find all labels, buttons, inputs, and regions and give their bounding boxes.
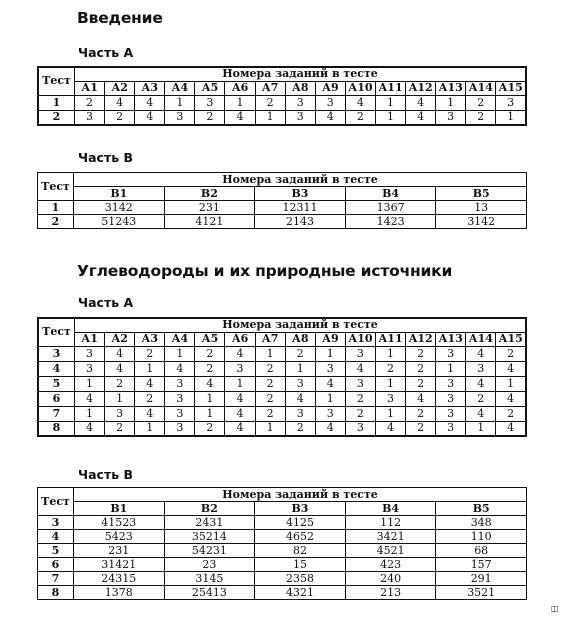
task-column-header: А12 bbox=[406, 332, 436, 346]
task-column-header: В1 bbox=[74, 187, 165, 201]
answer-cell: 1 bbox=[225, 95, 255, 110]
task-column-header: А12 bbox=[406, 81, 436, 95]
task-column-header: В2 bbox=[164, 502, 255, 516]
answer-cell: 4 bbox=[496, 391, 526, 406]
task-column-header: А9 bbox=[315, 81, 345, 95]
answer-cell: 2358 bbox=[255, 572, 346, 586]
test-number-cell: 6 bbox=[38, 558, 74, 572]
answer-cell: 4 bbox=[105, 346, 135, 361]
answer-cell: 13 bbox=[436, 201, 527, 215]
answer-cell: 1 bbox=[375, 95, 405, 110]
task-numbers-header: Номера заданий в тесте bbox=[75, 318, 527, 332]
table-row bbox=[38, 421, 526, 436]
answer-cell: 4 bbox=[496, 421, 526, 436]
test-column-header: Тест bbox=[38, 67, 75, 95]
answer-cell: 1 bbox=[195, 406, 225, 421]
answer-cell: 3 bbox=[75, 361, 105, 376]
task-column-header: В5 bbox=[436, 502, 527, 516]
answer-cell: 4 bbox=[105, 95, 135, 110]
task-column-header: А4 bbox=[165, 332, 195, 346]
test-column-header: Тест bbox=[38, 488, 74, 516]
answer-cell: 3 bbox=[496, 95, 526, 110]
task-column-header: А7 bbox=[255, 81, 285, 95]
answer-cell: 1 bbox=[496, 110, 526, 125]
answer-cell: 3 bbox=[165, 376, 195, 391]
answer-cell: 4 bbox=[315, 376, 345, 391]
page-corner-mark-icon: ◫ bbox=[551, 604, 559, 613]
answer-cell: 213 bbox=[345, 586, 436, 600]
table-row bbox=[38, 572, 527, 586]
answer-cell: 4 bbox=[135, 110, 165, 125]
answer-cell: 41523 bbox=[74, 516, 165, 530]
answer-cell: 2 bbox=[496, 406, 526, 421]
answer-cell: 2 bbox=[255, 95, 285, 110]
answer-cell: 68 bbox=[436, 544, 527, 558]
task-column-header: В2 bbox=[164, 187, 255, 201]
task-column-header: А2 bbox=[105, 81, 135, 95]
answer-cell: 4 bbox=[135, 406, 165, 421]
answer-cell: 3521 bbox=[436, 586, 527, 600]
answer-cell: 2 bbox=[105, 110, 135, 125]
answer-cell: 4 bbox=[225, 406, 255, 421]
answer-cell: 3 bbox=[165, 406, 195, 421]
table-row bbox=[38, 346, 526, 361]
answer-cell: 4 bbox=[285, 391, 315, 406]
test-number-cell: 6 bbox=[38, 391, 75, 406]
answer-cell: 4 bbox=[345, 95, 375, 110]
test-number-cell: 3 bbox=[38, 516, 74, 530]
answer-cell: 5423 bbox=[74, 530, 165, 544]
answer-cell: 4 bbox=[135, 95, 165, 110]
answer-cell: 231 bbox=[74, 544, 165, 558]
task-column-header: А11 bbox=[375, 81, 405, 95]
answer-cell: 4 bbox=[75, 421, 105, 436]
answer-cell: 3 bbox=[285, 406, 315, 421]
answer-cell: 2 bbox=[75, 95, 105, 110]
answer-cell: 4 bbox=[135, 376, 165, 391]
answer-cell: 2 bbox=[345, 391, 375, 406]
task-column-header: А1 bbox=[75, 332, 105, 346]
answer-cell: 4 bbox=[165, 361, 195, 376]
answer-cell: 3145 bbox=[164, 572, 255, 586]
answer-cell: 231 bbox=[164, 201, 255, 215]
task-column-header: А13 bbox=[436, 332, 466, 346]
answer-cell: 2 bbox=[406, 346, 436, 361]
answer-cell: 3 bbox=[315, 361, 345, 376]
answer-cell: 1 bbox=[436, 95, 466, 110]
answer-cell: 1 bbox=[75, 376, 105, 391]
answer-cell: 2 bbox=[406, 376, 436, 391]
task-column-header: В3 bbox=[255, 187, 346, 201]
answer-cell: 2 bbox=[255, 391, 285, 406]
answer-cell: 1 bbox=[315, 391, 345, 406]
task-column-header: А14 bbox=[466, 81, 496, 95]
answer-cell: 4652 bbox=[255, 530, 346, 544]
answer-cell: 4 bbox=[375, 421, 405, 436]
test-number-cell: 7 bbox=[38, 572, 74, 586]
table-row bbox=[38, 406, 526, 421]
answer-cell: 1 bbox=[255, 421, 285, 436]
answer-cell: 1423 bbox=[345, 215, 436, 229]
task-numbers-header: Номера заданий в тесте bbox=[75, 67, 527, 81]
table-row bbox=[38, 530, 527, 544]
task-column-header: А3 bbox=[135, 81, 165, 95]
part-a-label-hydrocarbons: Часть А bbox=[78, 295, 134, 310]
answer-cell: 1 bbox=[255, 110, 285, 125]
test-number-cell: 1 bbox=[38, 95, 75, 110]
answer-cell: 1 bbox=[165, 346, 195, 361]
table-row bbox=[38, 516, 527, 530]
table-row bbox=[38, 586, 527, 600]
task-column-header: А13 bbox=[436, 81, 466, 95]
task-column-header: В4 bbox=[345, 502, 436, 516]
task-column-header: А14 bbox=[466, 332, 496, 346]
task-column-header: А15 bbox=[496, 81, 526, 95]
task-column-header: А1 bbox=[75, 81, 105, 95]
answer-cell: 2 bbox=[345, 406, 375, 421]
task-column-header: А5 bbox=[195, 81, 225, 95]
task-column-header: А8 bbox=[285, 332, 315, 346]
answer-cell: 31421 bbox=[74, 558, 165, 572]
answer-cell: 3 bbox=[315, 406, 345, 421]
answer-cell: 4121 bbox=[164, 215, 255, 229]
answer-cell: 1 bbox=[105, 391, 135, 406]
answer-cell: 3 bbox=[285, 110, 315, 125]
task-column-header: А9 bbox=[315, 332, 345, 346]
table-row bbox=[38, 110, 526, 125]
answer-cell: 4521 bbox=[345, 544, 436, 558]
task-column-header: В5 bbox=[436, 187, 527, 201]
answer-cell: 348 bbox=[436, 516, 527, 530]
task-column-header: А3 bbox=[135, 332, 165, 346]
task-numbers-header: Номера заданий в тесте bbox=[74, 488, 527, 502]
answer-cell: 110 bbox=[436, 530, 527, 544]
task-column-header: А7 bbox=[255, 332, 285, 346]
answer-cell: 2 bbox=[135, 391, 165, 406]
task-column-header: А6 bbox=[225, 81, 255, 95]
answer-cell: 423 bbox=[345, 558, 436, 572]
answer-cell: 1 bbox=[135, 421, 165, 436]
answer-cell: 3 bbox=[436, 421, 466, 436]
answer-cell: 3 bbox=[436, 110, 466, 125]
answer-cell: 2 bbox=[255, 361, 285, 376]
answer-cell: 3 bbox=[345, 421, 375, 436]
answer-cell: 2 bbox=[135, 346, 165, 361]
answer-cell: 3421 bbox=[345, 530, 436, 544]
answer-cell: 4125 bbox=[255, 516, 346, 530]
answer-cell: 12311 bbox=[255, 201, 346, 215]
answer-cell: 3 bbox=[436, 376, 466, 391]
answer-cell: 1 bbox=[375, 346, 405, 361]
answer-cell: 2 bbox=[255, 406, 285, 421]
task-column-header: В1 bbox=[74, 502, 165, 516]
table-row bbox=[38, 361, 526, 376]
answer-cell: 3142 bbox=[436, 215, 527, 229]
answer-cell: 1 bbox=[195, 391, 225, 406]
answer-table-hydrocarbons-part-a bbox=[37, 317, 527, 437]
answer-cell: 3142 bbox=[74, 201, 165, 215]
answer-cell: 3 bbox=[75, 110, 105, 125]
answer-cell: 54231 bbox=[164, 544, 255, 558]
answer-cell: 4 bbox=[315, 110, 345, 125]
test-number-cell: 8 bbox=[38, 421, 75, 436]
section-title-hydrocarbons: Углеводороды и их природные источники bbox=[77, 262, 453, 280]
answer-cell: 23 bbox=[164, 558, 255, 572]
test-number-cell: 8 bbox=[38, 586, 74, 600]
answer-cell: 1 bbox=[375, 376, 405, 391]
task-column-header: А10 bbox=[345, 332, 375, 346]
answer-cell: 112 bbox=[345, 516, 436, 530]
task-column-header: А8 bbox=[285, 81, 315, 95]
test-number-cell: 4 bbox=[38, 361, 75, 376]
test-number-cell: 3 bbox=[38, 346, 75, 361]
answer-cell: 157 bbox=[436, 558, 527, 572]
answer-cell: 1 bbox=[436, 361, 466, 376]
section-title-intro: Введение bbox=[77, 9, 163, 27]
answer-cell: 4 bbox=[466, 376, 496, 391]
answer-cell: 1 bbox=[375, 406, 405, 421]
answer-cell: 4 bbox=[225, 391, 255, 406]
answer-cell: 4 bbox=[406, 95, 436, 110]
table-row bbox=[38, 215, 527, 229]
answer-cell: 2 bbox=[195, 110, 225, 125]
answer-cell: 51243 bbox=[74, 215, 165, 229]
answer-cell: 2 bbox=[285, 346, 315, 361]
answer-cell: 1 bbox=[375, 110, 405, 125]
answer-cell: 4321 bbox=[255, 586, 346, 600]
answer-cell: 2 bbox=[496, 346, 526, 361]
answer-cell: 4 bbox=[466, 406, 496, 421]
answer-cell: 24315 bbox=[74, 572, 165, 586]
answer-cell: 1 bbox=[75, 406, 105, 421]
answer-cell: 2 bbox=[285, 421, 315, 436]
answer-cell: 1367 bbox=[345, 201, 436, 215]
answer-cell: 2 bbox=[195, 361, 225, 376]
answer-cell: 3 bbox=[375, 391, 405, 406]
task-column-header: В4 bbox=[345, 187, 436, 201]
answer-cell: 3 bbox=[165, 391, 195, 406]
answer-cell: 2 bbox=[406, 361, 436, 376]
table-row bbox=[38, 558, 527, 572]
test-number-cell: 4 bbox=[38, 530, 74, 544]
test-column-header: Тест bbox=[38, 318, 75, 346]
table-row bbox=[38, 544, 527, 558]
task-column-header: А11 bbox=[375, 332, 405, 346]
answer-cell: 3 bbox=[466, 361, 496, 376]
part-b-label-intro: Часть В bbox=[78, 150, 133, 165]
answer-cell: 1 bbox=[315, 346, 345, 361]
answer-cell: 15 bbox=[255, 558, 346, 572]
answer-cell: 4 bbox=[225, 346, 255, 361]
answer-cell: 2 bbox=[105, 376, 135, 391]
answer-table-intro-part-a bbox=[37, 66, 527, 126]
answer-cell: 4 bbox=[195, 376, 225, 391]
answer-cell: 3 bbox=[345, 376, 375, 391]
answer-cell: 1 bbox=[165, 95, 195, 110]
answer-cell: 2 bbox=[466, 110, 496, 125]
task-column-header: А2 bbox=[105, 332, 135, 346]
answer-cell: 82 bbox=[255, 544, 346, 558]
answer-cell: 1 bbox=[285, 361, 315, 376]
answer-cell: 3 bbox=[165, 421, 195, 436]
task-column-header: А4 bbox=[165, 81, 195, 95]
answer-cell: 3 bbox=[75, 346, 105, 361]
answer-cell: 4 bbox=[345, 361, 375, 376]
answer-cell: 2431 bbox=[164, 516, 255, 530]
answer-table-intro-part-b bbox=[37, 172, 527, 229]
answer-cell: 3 bbox=[225, 361, 255, 376]
task-column-header: В3 bbox=[255, 502, 346, 516]
answer-cell: 2 bbox=[375, 361, 405, 376]
answer-cell: 1 bbox=[466, 421, 496, 436]
table-row bbox=[38, 376, 526, 391]
test-number-cell: 2 bbox=[38, 215, 74, 229]
answer-cell: 2 bbox=[466, 95, 496, 110]
answer-cell: 1 bbox=[255, 346, 285, 361]
answer-cell: 240 bbox=[345, 572, 436, 586]
answer-cell: 4 bbox=[466, 346, 496, 361]
answer-cell: 2 bbox=[195, 421, 225, 436]
answer-cell: 1 bbox=[135, 361, 165, 376]
answer-cell: 3 bbox=[285, 95, 315, 110]
test-number-cell: 7 bbox=[38, 406, 75, 421]
answer-cell: 4 bbox=[315, 421, 345, 436]
answer-cell: 1 bbox=[225, 376, 255, 391]
answer-cell: 3 bbox=[436, 406, 466, 421]
answer-cell: 2143 bbox=[255, 215, 346, 229]
answer-cell: 1 bbox=[496, 376, 526, 391]
answer-cell: 3 bbox=[315, 95, 345, 110]
answer-cell: 3 bbox=[436, 391, 466, 406]
answer-cell: 2 bbox=[195, 346, 225, 361]
answer-cell: 3 bbox=[285, 376, 315, 391]
answer-cell: 3 bbox=[345, 346, 375, 361]
test-column-header: Тест bbox=[38, 173, 74, 201]
answer-cell: 4 bbox=[406, 110, 436, 125]
table-row bbox=[38, 95, 526, 110]
answer-cell: 3 bbox=[195, 95, 225, 110]
part-a-label-intro: Часть А bbox=[78, 45, 134, 60]
answer-cell: 4 bbox=[496, 361, 526, 376]
part-b-label-hydrocarbons: Часть В bbox=[78, 467, 133, 482]
answer-table-hydrocarbons-part-b bbox=[37, 487, 527, 600]
test-number-cell: 5 bbox=[38, 376, 75, 391]
task-column-header: А6 bbox=[225, 332, 255, 346]
answer-cell: 3 bbox=[436, 346, 466, 361]
answer-cell: 3 bbox=[105, 406, 135, 421]
table-row bbox=[38, 391, 526, 406]
answer-cell: 35214 bbox=[164, 530, 255, 544]
answer-cell: 291 bbox=[436, 572, 527, 586]
task-column-header: А5 bbox=[195, 332, 225, 346]
answer-cell: 4 bbox=[225, 110, 255, 125]
answer-cell: 3 bbox=[165, 110, 195, 125]
test-number-cell: 2 bbox=[38, 110, 75, 125]
answer-cell: 25413 bbox=[164, 586, 255, 600]
answer-cell: 2 bbox=[255, 376, 285, 391]
answer-cell: 2 bbox=[406, 421, 436, 436]
test-number-cell: 5 bbox=[38, 544, 74, 558]
answer-cell: 2 bbox=[466, 391, 496, 406]
answer-cell: 2 bbox=[406, 406, 436, 421]
test-number-cell: 1 bbox=[38, 201, 74, 215]
task-numbers-header: Номера заданий в тесте bbox=[74, 173, 527, 187]
answer-cell: 4 bbox=[105, 361, 135, 376]
task-column-header: А15 bbox=[496, 332, 526, 346]
task-column-header: А10 bbox=[345, 81, 375, 95]
answer-cell: 4 bbox=[406, 391, 436, 406]
table-row bbox=[38, 201, 527, 215]
answer-cell: 2 bbox=[345, 110, 375, 125]
answer-cell: 4 bbox=[75, 391, 105, 406]
answer-cell: 2 bbox=[105, 421, 135, 436]
answer-cell: 4 bbox=[225, 421, 255, 436]
answer-cell: 1378 bbox=[74, 586, 165, 600]
